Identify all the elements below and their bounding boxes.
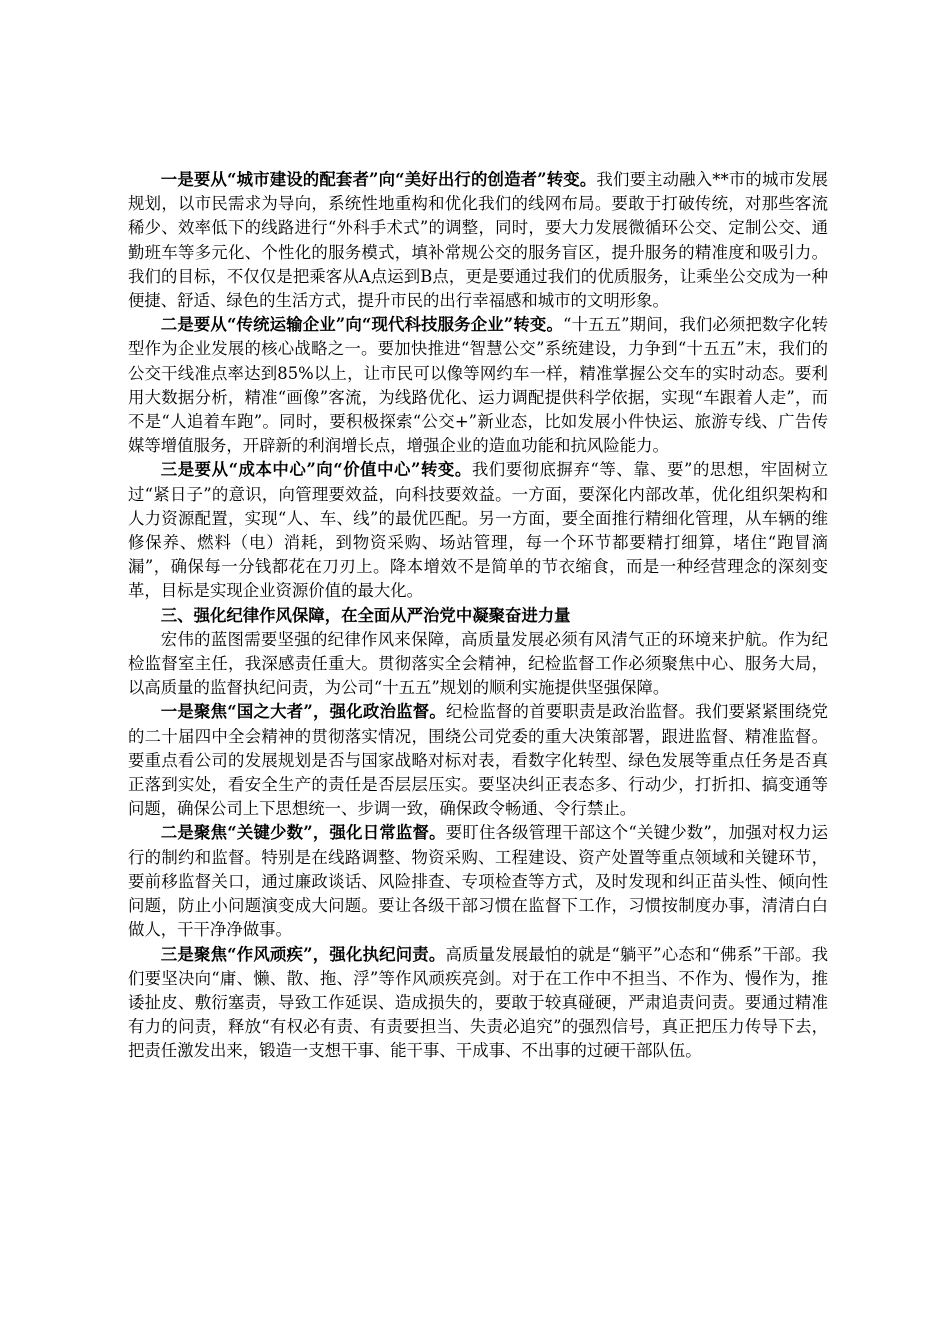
document-page bbox=[128, 168, 828, 1064]
paragraph-lead: 一是要从“城市建设的配套者”向“美好出行的创造者”转变。 bbox=[160, 170, 597, 189]
paragraph-body: 我们要主动融入**市的城市发展规划，以市民需求为导向，系统性地重构和优化我们的线网布局。要敢于打破传统，对那些客流稀少、效率低下的线路进行“外科手术式”的调整，同时，要大力发展微循环公交、定制公交、通勤班车等多元化、个性化的服务模式，填补常规公交的服务盲区，提升服务的精准度和吸引力。我们的目标，不仅仅是把乘客从A点运到B点，更是要通过我们的优质服务，让乘坐公交成为一种便捷、舒适、绿色的生活方式，提升市民的出行幸福感和城市的文明形象。 bbox=[128, 170, 828, 311]
paragraph-daily-supervision bbox=[128, 821, 828, 942]
paragraph-body: “十五五”期间，我们必须把数字化转型作为企业发展的核心战略之一。要加快推进“智慧公交”系统建设，力争到“十五五”末，我们的公交干线准点率达到85%以上，让市民可以像等网约车一样，精准掌握公交车的实时动态。要利用大数据分析，精准“画像”客流，为线路优化、运力调配提供科学依据，实现“车跟着人走”，而不是“人追着车跑”。同时，要积极探索“公交+”新业态，比如发展小件快运、旅游专线、广告传媒等增值服务，开辟新的利润增长点，增强企业的造血功能和抗风险能力。 bbox=[128, 315, 828, 456]
section-heading: 三、强化纪律作风保障，在全面从严治党中凝聚奋进力量 bbox=[160, 605, 571, 625]
paragraph-lead: 三是要从“成本中心”向“价值中心”转变。 bbox=[160, 460, 472, 480]
paragraph-body: 我们要彻底摒弃“等、靠、要”的思想，牢固树立过“紧日子”的意识，向管理要效益，向科技要效益。一方面，要深化内部改革，优化组织架构和人力资源配置，实现“人、车、线”的最优匹配。另一方面，要全面推行精细化管理，从车辆的维修保养、燃料（电）消耗，到物资采购、场站管理，每一个环节都要精打细算，堵住“跑冒滴漏”，确保每一分钱都花在刀刃上。降本增效不是简单的节衣缩食，而是一种经营理念的深刻变革，目标是实现企业资源价值的最大化。 bbox=[128, 460, 828, 601]
paragraph-bus-service-transformation bbox=[128, 168, 828, 313]
paragraph-value-transformation bbox=[128, 458, 828, 603]
paragraph-accountability bbox=[128, 943, 828, 1064]
paragraph-section-intro bbox=[128, 628, 828, 701]
paragraph-lead: 一是聚焦“国之大者”，强化政治监督。 bbox=[160, 702, 447, 722]
paragraph-body: 要盯住各级管理干部这个“关键少数”，加强对权力运行的制约和监督。特别是在线路调整、物资采购、工程建设、资产处置等重点领域和关键环节，要前移监督关口，通过廉政谈话、风险排查、专项检查等方式，及时发现和纠正苗头性、倾向性问题，防止小问题演变成大问题。要让各级干部习惯在监督下工作，习惯按制度办事，清清白白做人，干干净净做事。 bbox=[128, 823, 829, 940]
paragraph-body: 高质量发展最怕的就是“躺平”心态和“佛系”干部。我们要坚决向“庸、懒、散、拖、浮”等作风顽疾亮剑。对于在工作中不担当、不作为、慢作为，推诿扯皮、敷衍塞责，导致工作延误、造成损失的，要敢于较真碰硬，严肃追责问责。要通过精准有力的问责，释放“有权必有责、有责要担当、失责必追究”的强烈信号，真正把压力传导下去，把责任激发出来，锻造一支想干事、能干事、干成事、不出事的过硬干部队伍。 bbox=[128, 944, 828, 1061]
paragraph-lead: 三是聚焦“作风顽疾”，强化执纪问责。 bbox=[160, 944, 446, 964]
paragraph-body: 宏伟的蓝图需要坚强的纪律作风来保障，高质量发展必须有风清气正的环境来护航。作为纪检监督室主任，我深感责任重大。贯彻落实全会精神，纪检监督工作必须聚焦中心、服务大局，以高质量的监督执纪问责，为公司“十五五”规划的顺利实施提供坚强保障。 bbox=[128, 629, 828, 698]
paragraph-lead: 二是要从“传统运输企业”向“现代科技服务企业”转变。 bbox=[160, 315, 563, 335]
paragraph-lead: 二是聚焦“关键少数”，强化日常监督。 bbox=[160, 823, 446, 843]
paragraph-tech-transformation bbox=[128, 313, 828, 458]
paragraph-political-supervision bbox=[128, 700, 828, 821]
paragraph-body: 纪检监督的首要职责是政治监督。我们要紧紧围绕党的二十届四中全会精神的贯彻落实情况，围绕公司党委的重大决策部署，跟进监督、精准监督。要重点看公司的发展规划是否与国家战略对标对表，看数字化转型、绿色发展等重点任务是否真正落到实处，看安全生产的责任是否层层压实。要坚决纠正表态多、行动少，打折扣、搞变通等问题，确保公司上下思想统一、步调一致，确保政令畅通、令行禁止。 bbox=[128, 702, 829, 819]
